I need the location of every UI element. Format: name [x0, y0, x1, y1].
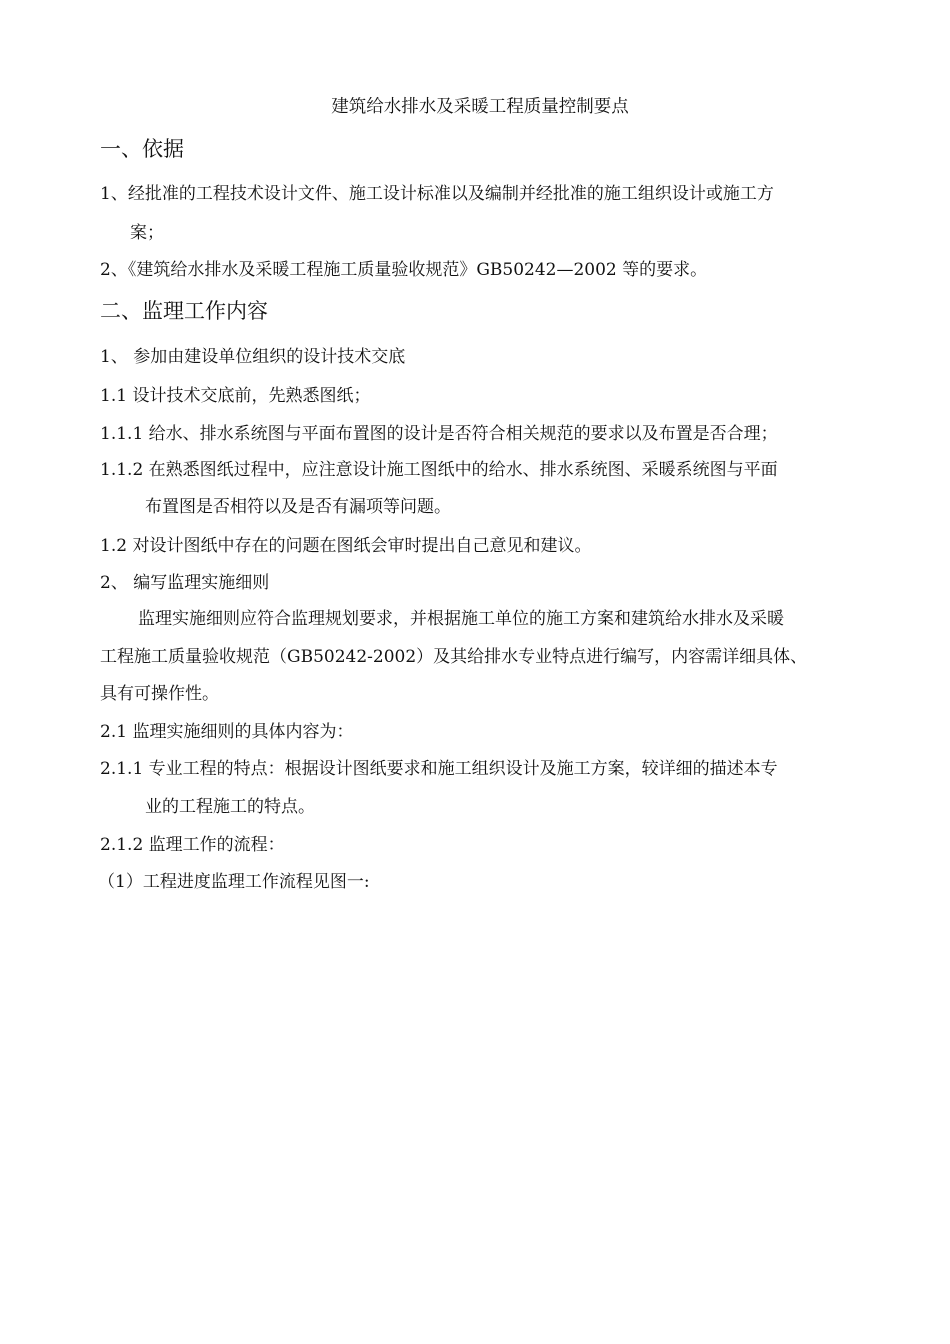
paragraph-basis-1: 1、经批准的工程技术设计文件、施工设计标准以及编制并经批准的施工组织设计或施工方 — [100, 184, 774, 204]
paragraph-1: 1、 参加由建设单位组织的设计技术交底 — [100, 347, 406, 367]
section-heading-basis: 一、依据 — [100, 137, 184, 161]
paragraph-basis-2: 2、《建筑给水排水及采暖工程施工质量验收规范》GB50242—2002 等的要求。 — [100, 260, 708, 280]
section-heading-work: 二、监理工作内容 — [100, 299, 268, 323]
paragraph-figure-ref: （1）工程进度监理工作流程见图一: — [98, 872, 370, 892]
paragraph-1-1: 1.1 设计技术交底前，先熟悉图纸； — [100, 386, 371, 406]
paragraph-1-1-1: 1.1.1 给水、排水系统图与平面布置图的设计是否符合相关规范的要求以及布置是否合理； — [100, 424, 778, 444]
paragraph-basis-1-cont: 案； — [130, 223, 164, 243]
paragraph-2: 2、 编写监理实施细则 — [100, 573, 270, 593]
paragraph-2-body-end: 具有可操作性。 — [100, 684, 219, 704]
paragraph-1-1-2: 1.1.2 在熟悉图纸过程中，应注意设计施工图纸中的给水、排水系统图、采暖系统图与平面 — [100, 460, 778, 480]
paragraph-1-2: 1.2 对设计图纸中存在的问题在图纸会审时提出自己意见和建议。 — [100, 536, 592, 556]
paragraph-2-body: 监理实施细则应符合监理规划要求，并根据施工单位的施工方案和建筑给水排水及采暖 — [138, 609, 784, 629]
paragraph-2-1-1-cont: 业的工程施工的特点。 — [145, 797, 315, 817]
paragraph-1-1-2-cont: 布置图是否相符以及是否有漏项等问题。 — [145, 497, 451, 517]
paragraph-2-1-1: 2.1.1 专业工程的特点：根据设计图纸要求和施工组织设计及施工方案，较详细的描述本专 — [100, 759, 778, 779]
paragraph-2-1: 2.1 监理实施细则的具体内容为： — [100, 722, 354, 742]
paragraph-2-1-2: 2.1.2 监理工作的流程： — [100, 835, 285, 855]
document-title: 建筑给水排水及采暖工程质量控制要点 — [331, 97, 629, 117]
paragraph-2-body-cont: 工程施工质量验收规范（GB50242-2002）及其给排水专业特点进行编写，内容需详细具体、 — [100, 647, 808, 667]
